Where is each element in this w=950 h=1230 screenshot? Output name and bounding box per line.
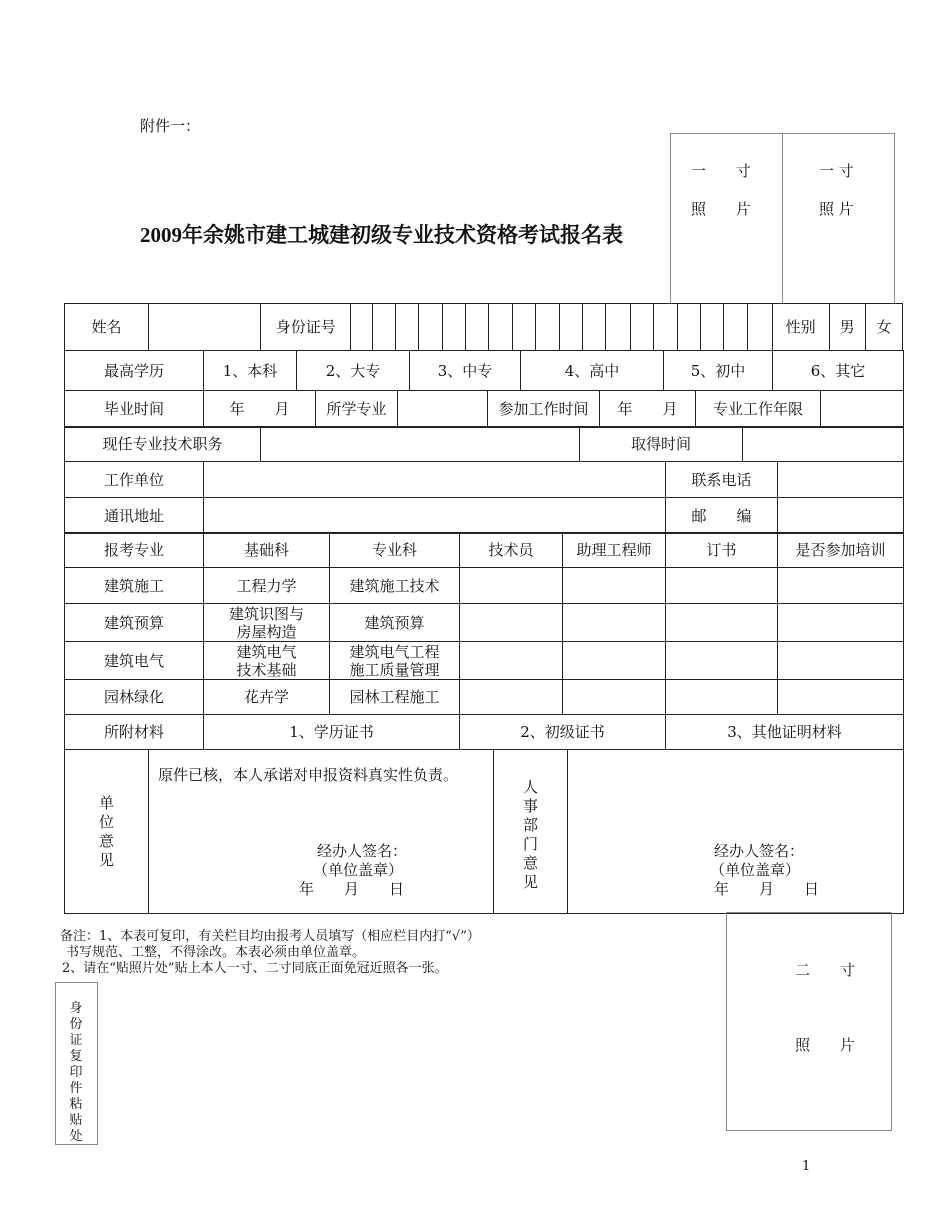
- exam-header-major: 报考专业: [65, 533, 204, 568]
- id-digit-cell[interactable]: [419, 304, 443, 351]
- id-digit-cell[interactable]: [606, 304, 630, 351]
- unit-opinion-field[interactable]: [149, 750, 494, 914]
- exam-row-major: 建筑预算: [65, 604, 204, 642]
- note-line-2: 书写规范、工整，不得涂改。本表必须由单位盖章。: [66, 945, 366, 960]
- id-copy-paste-label: 身份证复印件粘贴处: [69, 1001, 83, 1144]
- unit-address-rows: [64, 461, 904, 534]
- photo-slot-1inch-left[interactable]: [670, 133, 783, 304]
- gender-label: 性别: [772, 304, 829, 351]
- book-order-checkbox[interactable]: [666, 568, 778, 604]
- work-unit-label: 工作单位: [65, 462, 204, 498]
- id-digit-cell[interactable]: [583, 304, 606, 351]
- photo-slot-line1: 二 寸: [795, 961, 856, 979]
- id-digit-cell[interactable]: [677, 304, 700, 351]
- materials-other[interactable]: 3、其他证明材料: [666, 715, 904, 750]
- major-label: 所学专业: [316, 391, 398, 428]
- education-row: [64, 350, 904, 391]
- exam-header-assistant-engineer: 助理工程师: [563, 533, 666, 568]
- education-label: 最高学历: [65, 351, 204, 391]
- exam-row-basic: 建筑电气 技术基础: [204, 642, 330, 680]
- materials-label: 所附材料: [65, 715, 204, 750]
- id-digit-cell[interactable]: [630, 304, 653, 351]
- training-checkbox[interactable]: [778, 642, 904, 680]
- assistant-engineer-checkbox[interactable]: [563, 568, 666, 604]
- photo-slot-line2: 照 片: [795, 1036, 856, 1054]
- id-digit-cell[interactable]: [747, 304, 772, 351]
- photo-slot-1inch-right[interactable]: [782, 133, 895, 304]
- technician-checkbox[interactable]: [460, 642, 563, 680]
- exam-row-basic: 建筑识图与 房屋构造: [204, 604, 330, 642]
- exam-row-basic: 花卉学: [204, 680, 330, 715]
- unit-signature-label: 经办人签名：: [317, 842, 408, 860]
- education-option-bachelor[interactable]: 1、本科: [204, 351, 297, 391]
- page-title: 2009年余姚市建工城建初级专业技术资格考试报名表: [140, 223, 623, 247]
- exam-row-special: 园林工程施工: [330, 680, 460, 715]
- unit-opinion-label-text: 单位意见: [98, 793, 114, 869]
- gender-female-option[interactable]: 女: [865, 304, 902, 351]
- graduation-time-field[interactable]: 年 月: [204, 391, 316, 428]
- technician-checkbox[interactable]: [460, 680, 563, 715]
- name-label: 姓名: [65, 304, 149, 351]
- unit-commitment-text: 原件已核，本人承诺对申报资料真实性负责。: [158, 766, 459, 784]
- hr-opinion-label-text: 人事部门意见: [522, 778, 538, 891]
- gender-male-option[interactable]: 男: [829, 304, 865, 351]
- postcode-field[interactable]: [778, 498, 904, 534]
- photo-slot-2inch[interactable]: [726, 912, 892, 1131]
- id-digit-cell[interactable]: [700, 304, 723, 351]
- exam-header-special: 专业科: [330, 533, 460, 568]
- note-line-3: 2、请在“贴照片处”贴上本人一寸、二寸同底正面免冠近照各一张。: [62, 961, 448, 976]
- address-field[interactable]: [204, 498, 666, 534]
- unit-opinion-label: [65, 750, 149, 914]
- name-field[interactable]: [149, 304, 261, 351]
- book-order-checkbox[interactable]: [666, 680, 778, 715]
- hr-stamp-label: （单位盖章）: [710, 861, 801, 879]
- exam-row-major: 建筑电气: [65, 642, 204, 680]
- graduation-time-label: 毕业时间: [65, 391, 204, 428]
- exam-subjects-table: [64, 532, 904, 750]
- photo-slot-line1: 一 寸: [819, 162, 854, 180]
- photo-slot-line2: 照 片: [691, 200, 752, 218]
- postcode-label: 邮 编: [666, 498, 778, 534]
- exam-header-basic: 基础科: [204, 533, 330, 568]
- address-label: 通讯地址: [65, 498, 204, 534]
- obtain-time-label: 取得时间: [580, 427, 743, 462]
- hr-opinion-label: [494, 750, 568, 914]
- opinion-section: [64, 749, 904, 914]
- id-copy-paste-area[interactable]: [55, 982, 98, 1145]
- book-order-checkbox[interactable]: [666, 642, 778, 680]
- hr-signature-label: 经办人签名：: [714, 842, 805, 860]
- graduation-row: [64, 390, 904, 428]
- id-digit-cell[interactable]: [723, 304, 747, 351]
- education-option-highschool[interactable]: 4、高中: [521, 351, 664, 391]
- phone-field[interactable]: [778, 462, 904, 498]
- page-number: 1: [802, 1159, 811, 1174]
- current-title-label: 现任专业技术职务: [65, 427, 261, 462]
- id-digit-cell[interactable]: [373, 304, 396, 351]
- phone-label: 联系电话: [666, 462, 778, 498]
- training-checkbox[interactable]: [778, 680, 904, 715]
- id-digit-cell[interactable]: [653, 304, 677, 351]
- id-digit-cell[interactable]: [489, 304, 513, 351]
- hr-date-label: 年 月 日: [714, 880, 820, 898]
- unit-date-label: 年 月 日: [299, 880, 405, 898]
- materials-junior-cert[interactable]: 2、初级证书: [460, 715, 666, 750]
- exam-row-special: 建筑电气工程 施工质量管理: [330, 642, 460, 680]
- exam-header-technician: 技术员: [460, 533, 563, 568]
- technician-checkbox[interactable]: [460, 604, 563, 642]
- attachment-label: 附件一：: [140, 117, 201, 135]
- note-line-1: 备注：1、本表可复印，有关栏目均由报考人员填写（相应栏目内打“√”）: [60, 929, 480, 944]
- unit-stamp-label: （单位盖章）: [313, 861, 404, 879]
- training-checkbox[interactable]: [778, 604, 904, 642]
- hr-opinion-field[interactable]: [568, 750, 904, 914]
- assistant-engineer-checkbox[interactable]: [563, 604, 666, 642]
- exam-row-major: 园林绿化: [65, 680, 204, 715]
- id-digit-cell[interactable]: [513, 304, 536, 351]
- registration-form-table: [64, 303, 903, 351]
- obtain-time-field[interactable]: [743, 427, 904, 462]
- education-option-technical[interactable]: 3、中专: [410, 351, 521, 391]
- photo-slot-line1: 一 寸: [691, 162, 752, 180]
- exam-header-book-order: 订书: [666, 533, 778, 568]
- id-number-label: 身份证号: [261, 304, 351, 351]
- exam-row-special: 建筑预算: [330, 604, 460, 642]
- education-option-junior[interactable]: 5、初中: [664, 351, 773, 391]
- education-option-other[interactable]: 6、其它: [773, 351, 904, 391]
- major-field[interactable]: [398, 391, 488, 428]
- technician-checkbox[interactable]: [460, 568, 563, 604]
- training-checkbox[interactable]: [778, 568, 904, 604]
- work-unit-field[interactable]: [204, 462, 666, 498]
- assistant-engineer-checkbox[interactable]: [563, 642, 666, 680]
- id-digit-cell[interactable]: [466, 304, 489, 351]
- photo-slot-line2: 照 片: [819, 200, 854, 218]
- book-order-checkbox[interactable]: [666, 604, 778, 642]
- work-years-label: 专业工作年限: [696, 391, 821, 428]
- work-start-field[interactable]: 年 月: [600, 391, 696, 428]
- work-start-label: 参加工作时间: [488, 391, 600, 428]
- exam-row-special: 建筑施工技术: [330, 568, 460, 604]
- work-years-field[interactable]: [821, 391, 904, 428]
- id-digit-cell[interactable]: [560, 304, 583, 351]
- exam-row-major: 建筑施工: [65, 568, 204, 604]
- current-title-field[interactable]: [261, 427, 580, 462]
- assistant-engineer-checkbox[interactable]: [563, 680, 666, 715]
- exam-header-training: 是否参加培训: [778, 533, 904, 568]
- materials-diploma[interactable]: 1、学历证书: [204, 715, 460, 750]
- id-digit-cell[interactable]: [536, 304, 560, 351]
- education-option-college[interactable]: 2、大专: [297, 351, 410, 391]
- id-digit-cell[interactable]: [443, 304, 466, 351]
- title-row: [64, 426, 904, 462]
- exam-row-basic: 工程力学: [204, 568, 330, 604]
- id-digit-cell[interactable]: [351, 304, 373, 351]
- id-digit-cell[interactable]: [396, 304, 419, 351]
